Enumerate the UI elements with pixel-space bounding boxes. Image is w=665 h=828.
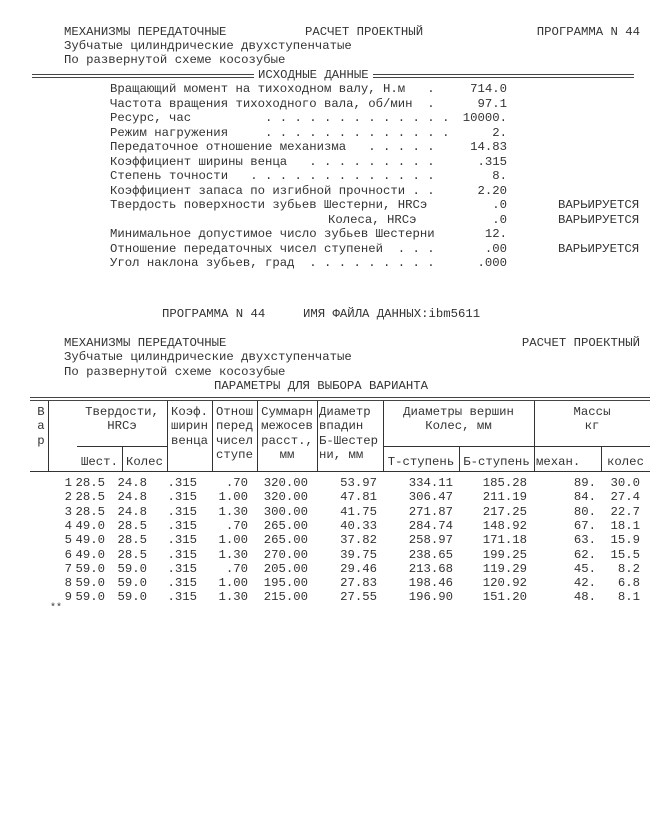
header-title-right: ПРОГРАММА N 44 [536, 25, 640, 39]
cell-hardness-wheel: 59.0 [117, 590, 147, 605]
cell-center-distance: 270.00 [263, 547, 308, 562]
cell-hardness-wheel: 28.5 [117, 518, 147, 533]
cell-width-coef: .315 [167, 476, 197, 490]
cell-mass-mechanism: 84. [573, 490, 596, 505]
cell-tip-diameter-t: 198.46 [408, 576, 453, 591]
cell-center-distance: 320.00 [263, 490, 308, 505]
table-row [0, 548, 665, 562]
cell-hardness-pinion: 28.5 [75, 490, 105, 505]
cell-ratio: 1.00 [218, 576, 248, 591]
cell-tip-diameter-t: 213.68 [408, 561, 453, 576]
cell-tip-diameter-t: 196.90 [408, 590, 453, 605]
table-row [0, 505, 665, 519]
header-tip-b-stage: Б-ступень [463, 455, 530, 469]
cell-hardness-pinion: 28.5 [75, 504, 105, 519]
header-title-left: МЕХАНИЗМЫ ПЕРЕДАТОЧНЫЕ [64, 25, 227, 39]
header-hardness-wheel: Колес [126, 455, 163, 469]
cell-width-coef: .315 [167, 504, 197, 519]
param-label: Частота вращения тихоходного вала, об/мин . [110, 96, 435, 111]
cell-tip-diameter-b: 171.18 [482, 533, 527, 548]
end-marker: ** [50, 603, 63, 614]
header-mass-mechanism: механ. [536, 455, 581, 469]
data-file-name: ИМЯ ФАЙЛА ДАННЫХ:ibm5611 [303, 307, 481, 321]
param-value: 8. [492, 169, 507, 183]
cell-mass-mechanism: 45. [573, 561, 596, 576]
table-row [0, 476, 665, 490]
cell-ratio: 1.30 [218, 590, 248, 605]
cell-tip-diameter-t: 271.87 [408, 504, 453, 519]
cell-hardness-pinion: 28.5 [75, 476, 105, 490]
cell-hardness-wheel: 24.8 [117, 504, 147, 519]
cell-hardness-wheel: 28.5 [117, 547, 147, 562]
cell-tip-diameter-t: 284.74 [408, 518, 453, 533]
cell-hardness-pinion: 59.0 [75, 576, 105, 591]
cell-variant-number: 5 [64, 533, 72, 548]
cell-width-coef: .315 [167, 561, 197, 576]
cell-mass-mechanism: 63. [573, 533, 596, 548]
param-value: 97.1 [477, 96, 507, 111]
input-section-title: ИСХОДНЫЕ ДАННЫЕ [254, 68, 373, 82]
table-row [0, 490, 665, 504]
cell-hardness-wheel: 28.5 [117, 533, 147, 548]
header-root-diameter: Диаметр впадин Б-Шестер ни, мм [319, 405, 379, 462]
param-value: 12. [484, 227, 507, 241]
param-label: Ресурс, час . . . . . . . . . . . . . [110, 111, 450, 125]
param-label: Твердость поверхности зубьев Шестерни, HRCэ [110, 198, 428, 212]
header-hardness: Твердости, HRCэ [85, 405, 159, 434]
cell-tip-diameter-b: 119.29 [482, 561, 527, 576]
cell-center-distance: 215.00 [263, 590, 308, 605]
param-value: 14.83 [470, 140, 507, 154]
cell-tip-diameter-b: 199.25 [482, 547, 527, 562]
table-row [0, 590, 665, 604]
param-note-varies: ВАРЬИРУЕТСЯ [558, 198, 640, 212]
header-subtitle-2: По развернутой схеме косозубые [64, 53, 286, 67]
cell-hardness-wheel: 24.8 [117, 490, 147, 505]
header-width-coef: Коэф. ширин венца [171, 405, 208, 448]
param-note-varies: ВАРЬИРУЕТСЯ [558, 212, 640, 227]
cell-center-distance: 205.00 [263, 561, 308, 576]
cell-mass-wheels: 15.9 [610, 533, 640, 548]
header-subtitle-1: Зубчатые цилиндрические двухступенчатые [64, 39, 352, 53]
cell-ratio: 1.30 [218, 504, 248, 519]
column-divider [48, 401, 49, 471]
header-ratio: Отнош перед чисел ступе [216, 405, 253, 462]
cell-tip-diameter-t: 238.65 [408, 547, 453, 562]
param-label: Передаточное отношение механизма . . . . . [110, 140, 435, 154]
cell-mass-wheels: 18.1 [610, 518, 640, 533]
cell-hardness-pinion: 59.0 [75, 590, 105, 605]
cell-tip-diameter-t: 306.47 [408, 490, 453, 505]
cell-hardness-pinion: 49.0 [75, 533, 105, 548]
cell-center-distance: 300.00 [263, 504, 308, 519]
cell-variant-number: 6 [64, 547, 72, 562]
cell-hardness-pinion: 59.0 [75, 561, 105, 576]
header-tip-t-stage: Т-ступень [387, 455, 455, 469]
param-label: Вращающий момент на тихоходном валу, Н.м . [110, 82, 435, 96]
param-value: 2.20 [477, 183, 507, 198]
table-row [0, 576, 665, 590]
param-label: Коэффициент ширины венца . . . . . . . . . [110, 154, 435, 169]
cell-center-distance: 265.00 [263, 518, 308, 533]
header-var: В а р [37, 405, 45, 448]
param-value: .315 [477, 154, 507, 169]
cell-mass-mechanism: 42. [573, 576, 596, 591]
cell-mass-mechanism: 80. [573, 504, 596, 519]
param-value: .0 [492, 198, 507, 212]
table-row [0, 562, 665, 576]
program-number: ПРОГРАММА N 44 [162, 307, 266, 321]
cell-mass-mechanism: 62. [573, 547, 596, 562]
cell-hardness-wheel: 59.0 [117, 576, 147, 591]
table-row [0, 519, 665, 533]
cell-tip-diameter-b: 185.28 [482, 476, 527, 490]
cell-mass-wheels: 8.1 [617, 590, 640, 605]
cell-tip-diameter-b: 217.25 [482, 504, 527, 519]
cell-root-diameter: 47.81 [340, 490, 377, 505]
cell-mass-mechanism: 67. [573, 518, 596, 533]
header2-subtitle-1: Зубчатые цилиндрические двухступенчатые [64, 350, 352, 364]
cell-variant-number: 7 [64, 561, 72, 576]
param-label: Колеса, HRCэ [328, 212, 417, 227]
cell-hardness-wheel: 59.0 [117, 561, 147, 576]
cell-mass-wheels: 6.8 [617, 576, 640, 591]
cell-mass-wheels: 22.7 [610, 504, 640, 519]
cell-variant-number: 1 [64, 476, 72, 490]
header-mass-wheels: колес [607, 455, 644, 469]
cell-tip-diameter-b: 151.20 [482, 590, 527, 605]
cell-root-diameter: 29.46 [340, 561, 377, 576]
cell-root-diameter: 40.33 [340, 518, 377, 533]
cell-ratio: .70 [225, 518, 248, 533]
cell-width-coef: .315 [167, 518, 197, 533]
cell-ratio: .70 [225, 476, 248, 490]
cell-root-diameter: 27.55 [340, 590, 377, 605]
cell-tip-diameter-t: 334.11 [408, 476, 453, 490]
cell-ratio: 1.30 [218, 547, 248, 562]
param-label: Режим нагружения . . . . . . . . . . . . . [110, 125, 450, 140]
cell-center-distance: 195.00 [263, 576, 308, 591]
param-value: .00 [484, 241, 507, 256]
param-note-varies: ВАРЬИРУЕТСЯ [558, 241, 640, 256]
cell-tip-diameter-b: 211.19 [482, 490, 527, 505]
param-label: Степень точности . . . . . . . . . . . . . [110, 169, 435, 183]
cell-hardness-wheel: 24.8 [117, 476, 147, 490]
cell-root-diameter: 39.75 [340, 547, 377, 562]
cell-width-coef: .315 [167, 547, 197, 562]
cell-mass-wheels: 8.2 [617, 561, 640, 576]
header-center-distance: Суммарн межосев расст., мм [261, 405, 313, 462]
cell-ratio: 1.00 [218, 533, 248, 548]
param-value: 714.0 [470, 82, 507, 96]
cell-ratio: .70 [225, 561, 248, 576]
param-label: Минимальное допустимое число зубьев Шестерни [110, 227, 435, 241]
cell-width-coef: .315 [167, 533, 197, 548]
cell-tip-diameter-b: 120.92 [482, 576, 527, 591]
cell-variant-number: 2 [64, 490, 72, 505]
header2-title-left: МЕХАНИЗМЫ ПЕРЕДАТОЧНЫЕ [64, 336, 227, 350]
cell-width-coef: .315 [167, 576, 197, 591]
cell-root-diameter: 53.97 [340, 476, 377, 490]
header-tip-diameters: Диаметры вершин Колес, мм [403, 405, 514, 434]
cell-variant-number: 4 [64, 518, 72, 533]
header2-title-right: РАСЧЕТ ПРОЕКТНЫЙ [521, 336, 640, 350]
param-value: 2. [492, 125, 507, 140]
table-top-border [30, 397, 650, 401]
param-value: .0 [492, 212, 507, 227]
param-label: Угол наклона зубьев, град . . . . . . . . . [110, 256, 435, 270]
header-subdivider [383, 446, 650, 447]
cell-mass-wheels: 27.4 [610, 490, 640, 505]
cell-root-diameter: 27.83 [340, 576, 377, 591]
cell-root-diameter: 41.75 [340, 504, 377, 519]
cell-mass-wheels: 30.0 [610, 476, 640, 490]
table-header-bottom-border [30, 471, 650, 472]
cell-mass-wheels: 15.5 [610, 547, 640, 562]
cell-width-coef: .315 [167, 490, 197, 505]
cell-ratio: 1.00 [218, 490, 248, 505]
cell-hardness-pinion: 49.0 [75, 518, 105, 533]
param-value: 10000. [462, 111, 507, 125]
cell-root-diameter: 37.82 [340, 533, 377, 548]
cell-tip-diameter-t: 258.97 [408, 533, 453, 548]
header-title-mid: РАСЧЕТ ПРОЕКТНЫЙ [305, 25, 424, 39]
cell-mass-mechanism: 89. [573, 476, 596, 490]
header2-subtitle-2: По развернутой схеме косозубые [64, 365, 286, 379]
header-masses: Массы кг [573, 405, 611, 434]
param-label: Коэффициент запаса по изгибной прочности . . [110, 183, 435, 198]
table-row [0, 533, 665, 547]
cell-variant-number: 3 [64, 504, 72, 519]
cell-variant-number: 9 [64, 590, 72, 605]
cell-width-coef: .315 [167, 590, 197, 605]
cell-center-distance: 320.00 [263, 476, 308, 490]
table-title: ПАРАМЕТРЫ ДЛЯ ВЫБОРА ВАРИАНТА [214, 379, 429, 393]
cell-tip-diameter-b: 148.92 [482, 518, 527, 533]
cell-center-distance: 265.00 [263, 533, 308, 548]
param-label: Отношение передаточных чисел ступеней . . . [110, 241, 435, 256]
cell-variant-number: 8 [64, 576, 72, 591]
cell-hardness-pinion: 49.0 [75, 547, 105, 562]
param-value: .000 [477, 256, 507, 270]
cell-mass-mechanism: 48. [573, 590, 596, 605]
header-hardness-pinion: Шест. [81, 455, 118, 469]
